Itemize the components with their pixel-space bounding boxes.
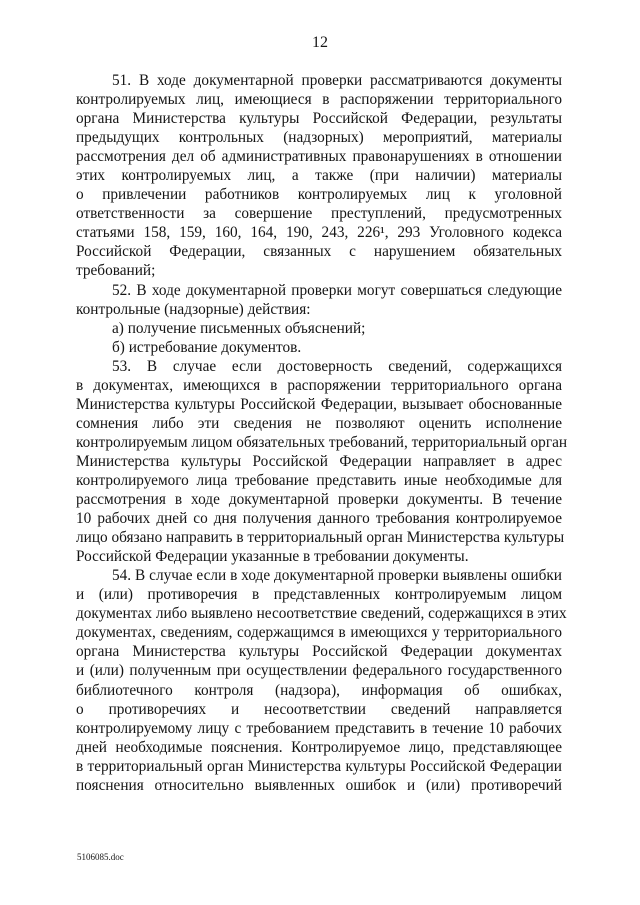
text-line: и (или) противоречия в представленных контролируемым лицом bbox=[76, 586, 562, 604]
text-line: дней необходимые пояснения. Контролируемое лицо, представляющее bbox=[76, 738, 562, 756]
text-line: документах, сведениям, содержащимся в имеющихся у территориального bbox=[76, 624, 562, 642]
text-line: контролируемым лицом обязательных требований, территориальный орган bbox=[76, 433, 568, 451]
text-line: Министерства культуры Российской Федерации, вызывает обоснованные bbox=[76, 395, 562, 413]
text-line: Российской Федерации, связанных с нарушением обязательных bbox=[76, 243, 562, 261]
paragraph-54 bbox=[76, 566, 567, 795]
text-line: и (или) полученным при осуществлении федерального государственного bbox=[76, 662, 562, 680]
text-line: в территориальный орган Министерства культуры Российской Федерации bbox=[76, 757, 562, 775]
paragraph-52 bbox=[76, 281, 562, 319]
text-line: этих контролируемых лиц, а также (при наличии) материалы bbox=[76, 167, 562, 185]
text-line: о привлечении работников контролируемых лиц к уголовной bbox=[76, 186, 562, 204]
text-line: 52. В ходе документарной проверки могут совершаться следующие bbox=[112, 281, 562, 299]
text-line: 53. В случае если достоверность сведений, содержащихся bbox=[112, 357, 562, 375]
text-line: в документах, имеющихся в распоряжении территориального органа bbox=[76, 376, 562, 394]
text-line: 54. В случае если в ходе документарной проверки выявлены ошибки bbox=[112, 567, 562, 585]
text-line: контролируемых лиц, имеющиеся в распоряжении территориального bbox=[76, 91, 562, 109]
paragraph-51 bbox=[76, 71, 562, 281]
page-number: 12 bbox=[312, 34, 328, 51]
paragraph-53 bbox=[76, 357, 568, 567]
text-line: органа Министерства культуры Российской Федерации документах bbox=[76, 643, 562, 661]
text-line: требований; bbox=[76, 262, 156, 280]
text-line: б) истребование документов. bbox=[112, 338, 302, 356]
text-line: ответственности за совершение преступлений, предусмотренных bbox=[76, 205, 562, 223]
text-line: Российской Федерации указанные в требовании документы. bbox=[76, 548, 469, 566]
text-line: библиотечного контроля (надзора), информация об ошибках, bbox=[76, 681, 562, 699]
text-line: контролируемого лица требование представить иные необходимые для bbox=[76, 471, 562, 489]
text-line: 10 рабочих дней со дня получения данного требования контролируемое bbox=[76, 510, 562, 528]
text-line: Министерства культуры Российской Федерации направляет в адрес bbox=[76, 452, 562, 470]
text-line: органа Министерства культуры Российской Федерации, результаты bbox=[76, 110, 562, 128]
text-line: сомнения либо эти сведения не позволяют оценить исполнение bbox=[76, 414, 562, 432]
text-line: документах либо выявлено несоответствие сведений, содержащихся в этих bbox=[76, 605, 567, 623]
text-line: контролируемому лицу с требованием представить в течение 10 рабочих bbox=[76, 719, 562, 737]
text-line: о противоречиях и несоответствии сведений направляется bbox=[76, 700, 562, 718]
text-line: статьями 158, 159, 160, 164, 190, 243, 226¹, 293 Уголовного кодекса bbox=[76, 224, 562, 242]
text-line: пояснения относительно выявленных ошибок и (или) противоречий bbox=[76, 776, 562, 794]
text-line: предыдущих контрольных (надзорных) мероприятий, материалы bbox=[76, 129, 562, 147]
text-line: рассмотрения дел об административных правонарушениях в отношении bbox=[76, 148, 562, 166]
text-line: рассмотрения в ходе документарной проверки документы. В течение bbox=[76, 491, 562, 509]
document-file-id: 5106085.doc bbox=[77, 852, 124, 862]
text-line: 51. В ходе документарной проверки рассматриваются документы bbox=[112, 72, 562, 89]
text-line: а) получение письменных объяснений; bbox=[112, 319, 366, 337]
text-line: лицо обязано направить в территориальный орган Министерства культуры bbox=[76, 529, 565, 547]
text-line: контрольные (надзорные) действия: bbox=[76, 300, 311, 318]
paragraph-52-b bbox=[76, 338, 562, 357]
document-body bbox=[76, 71, 568, 795]
paragraph-52-a bbox=[76, 319, 562, 338]
